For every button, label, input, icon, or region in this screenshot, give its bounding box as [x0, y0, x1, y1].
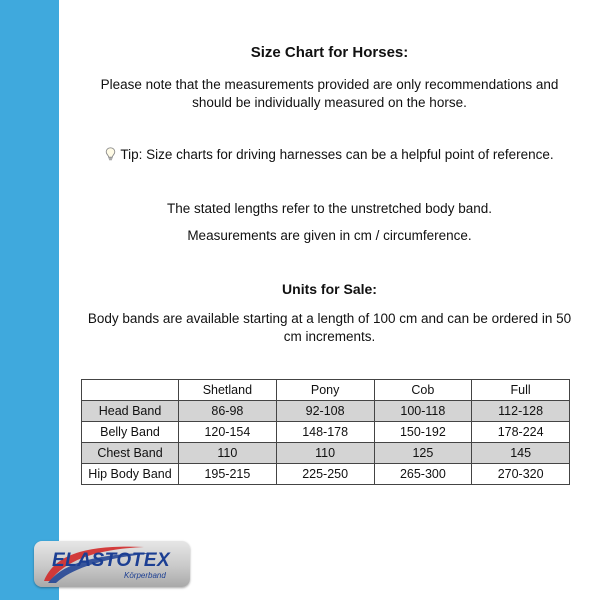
row-label: Head Band — [82, 401, 179, 422]
table-cell: 125 — [374, 443, 472, 464]
recommendation-note: Please note that the measurements provided are only recommendations and should be individually measured on the horse. — [100, 77, 559, 110]
table-cell: 148-178 — [276, 422, 374, 443]
units-for-sale-heading: Units for Sale: — [282, 281, 377, 297]
row-label: Belly Band — [82, 422, 179, 443]
table-cell: 86-98 — [179, 401, 277, 422]
logo-wordmark: ELASTOTEX — [52, 550, 171, 571]
table-header-cell: Full — [472, 380, 570, 401]
table-header-cell: Cob — [374, 380, 472, 401]
table-cell: 120-154 — [179, 422, 277, 443]
size-chart-document — [59, 0, 600, 600]
elastotex-logo — [34, 541, 190, 587]
stated-lengths-note: The stated lengths refer to the unstretched body band. — [167, 201, 492, 216]
table-cell: 92-108 — [276, 401, 374, 422]
units-for-sale-text: Body bands are available starting at a length of 100 cm and can be ordered in 50 cm increments. — [87, 311, 572, 344]
lightbulb-icon — [105, 147, 116, 161]
table-cell: 100-118 — [374, 401, 472, 422]
table-row — [82, 464, 570, 485]
size-table — [81, 379, 570, 485]
table-header-cell: Pony — [276, 380, 374, 401]
table-cell: 195-215 — [179, 464, 277, 485]
table-row — [82, 401, 570, 422]
table-cell: 145 — [472, 443, 570, 464]
logo-subtitle: Körperband — [124, 571, 166, 580]
table-header-cell — [82, 380, 179, 401]
table-header-cell: Shetland — [179, 380, 277, 401]
tip-text: Tip: Size charts for driving harnesses can be a helpful point of reference. — [120, 147, 554, 162]
row-label: Chest Band — [82, 443, 179, 464]
side-accent-bar — [0, 0, 59, 600]
row-label: Hip Body Band — [82, 464, 179, 485]
table-cell: 270-320 — [472, 464, 570, 485]
tip-line — [79, 146, 580, 164]
table-cell: 112-128 — [472, 401, 570, 422]
page-title: Size Chart for Horses: — [250, 44, 409, 61]
table-cell: 110 — [179, 443, 277, 464]
measurement-units-note: Measurements are given in cm / circumference. — [187, 228, 472, 243]
table-header-row — [82, 380, 570, 401]
table-cell: 265-300 — [374, 464, 472, 485]
table-cell: 225-250 — [276, 464, 374, 485]
table-cell: 110 — [276, 443, 374, 464]
table-cell: 150-192 — [374, 422, 472, 443]
table-row — [82, 443, 570, 464]
table-row — [82, 422, 570, 443]
table-cell: 178-224 — [472, 422, 570, 443]
